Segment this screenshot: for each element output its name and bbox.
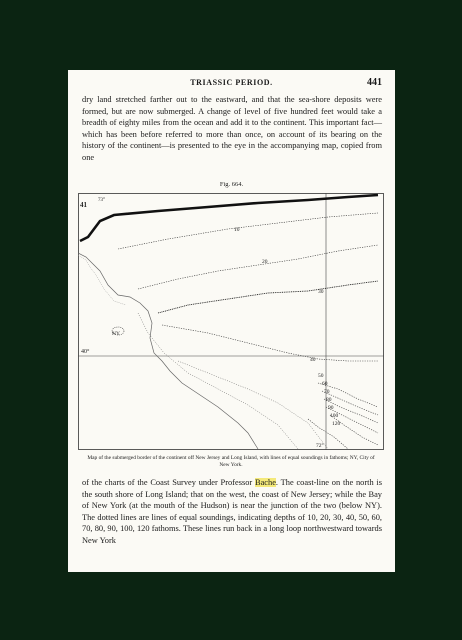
paragraph-top: dry land stretched farther out to the eastward, and that the sea-shore deposits were formed, but are now submerged. A change of level of five hundred feet would take a breadth of eighty miles from the ocean and add it to the continent. This important fact—which has been before referred to more than once, on account of its bearing on the history of the continent—is presented to the eye in the accompanying map, copied from one xyxy=(82,95,382,162)
ny-label: NY xyxy=(112,331,120,337)
lat-label-top: 41 xyxy=(80,201,87,209)
long-island-coastline xyxy=(80,195,378,241)
figure-caption: Map of the submerged border of the continent off New Jersey and Long Island, with lines of equal soundings in fathoms; NY, City of New York. xyxy=(87,455,375,468)
sounding-label: 80 xyxy=(326,397,332,403)
sounding-label: 90 xyxy=(328,405,334,411)
page-number: 441 xyxy=(367,77,382,88)
sounding-label: 40 xyxy=(310,357,316,363)
sounding-label: 100 xyxy=(330,413,339,419)
sounding-label: 10 xyxy=(234,227,240,233)
highlighted-word: Bache xyxy=(254,478,276,487)
sounding-label: 30 xyxy=(318,289,324,295)
sounding-label: 60 xyxy=(322,381,328,387)
sounding-label: 20 xyxy=(262,259,268,265)
sounding-label: 50 xyxy=(318,373,324,379)
sounding-label: 120 xyxy=(332,421,341,427)
book-page xyxy=(68,70,395,572)
paragraph-bottom-start: of the charts of the Coast Survey under Professor xyxy=(82,478,255,487)
paragraph-bottom xyxy=(82,477,382,547)
figure-label: Fig. 664. xyxy=(219,181,244,188)
lon-label-top: 73° xyxy=(98,198,105,203)
paragraph-bottom-rest: . The coast-line on the north is the south shore of Long Island; that on the west, the coast of New Jersey; while the Bay of New York (at the mouth of the Hudson) is near the junction of the two (below NY). The dotted lines are lines of equal soundings, indicating depths of 10, 20, 30, 40, 50, 60, 70, 80, 90, 100, 120 fathoms. These lines run back in a long loop northwestward towards New York xyxy=(82,478,383,545)
submerged-border-map xyxy=(78,193,384,450)
lat-label-mid: 40° xyxy=(81,349,90,355)
running-title: TRIASSIC PERIOD. xyxy=(190,78,273,87)
running-head xyxy=(68,78,395,92)
sounding-label: 70 xyxy=(324,389,330,395)
lon-label-bottom: 72° xyxy=(316,443,324,449)
